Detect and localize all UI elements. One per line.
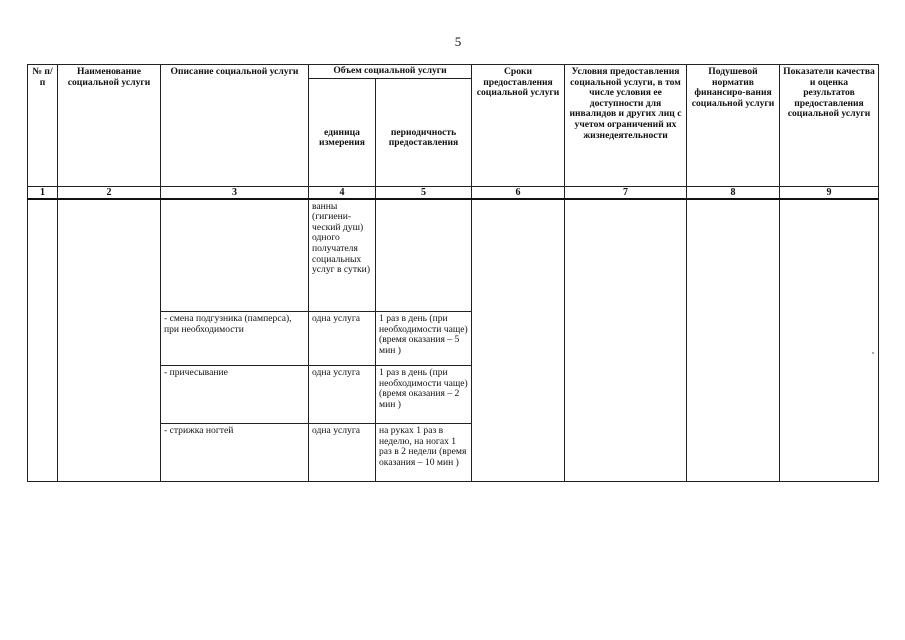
cell-indicators bbox=[780, 199, 879, 482]
header-conditions: Условия предоставления социальной услуги, в том числе условия ее доступности для инвалидов и других лиц с учетом ограничений их жизнедеятельности bbox=[565, 65, 687, 187]
column-number: 9 bbox=[780, 186, 879, 199]
cell-periodicity: на руках 1 раз в неделю, на ногах 1 раз в 2 недели (время оказания – 10 мин ) bbox=[376, 424, 472, 482]
cell-periodicity bbox=[376, 199, 472, 312]
column-number: 4 bbox=[309, 186, 376, 199]
page-number: 5 bbox=[454, 34, 462, 49]
scan-speck bbox=[872, 352, 874, 354]
column-number: 2 bbox=[58, 186, 161, 199]
header-periodicity: периодичность предоставления bbox=[376, 78, 472, 186]
cell-description bbox=[161, 199, 309, 312]
cell-periodicity: 1 раз в день (при необходимости чаще) (время оказания – 2 мин ) bbox=[376, 366, 472, 424]
cell-service-name bbox=[58, 199, 161, 482]
column-number: 3 bbox=[161, 186, 309, 199]
column-number-row bbox=[28, 186, 879, 199]
cell-norm bbox=[687, 199, 780, 482]
cell-unit: одна услуга bbox=[309, 366, 376, 424]
cell-periodicity: 1 раз в день (при необходимости чаще) (время оказания – 5 мин ) bbox=[376, 312, 472, 366]
cell-conditions bbox=[565, 199, 687, 482]
header-volume: Объем социальной услуги bbox=[309, 65, 472, 79]
header-num: № п/п bbox=[28, 65, 58, 187]
header-indicators: Показатели качества и оценка результатов предоставления социальной услуги bbox=[780, 65, 879, 187]
cell-unit: одна услуга bbox=[309, 424, 376, 482]
cell-description: - смена подгузника (памперса), при необходимости bbox=[161, 312, 309, 366]
cell-description: - причесывание bbox=[161, 366, 309, 424]
header-terms: Сроки предоставления социальной услуги bbox=[472, 65, 565, 187]
column-number: 1 bbox=[28, 186, 58, 199]
column-number: 7 bbox=[565, 186, 687, 199]
cell-terms bbox=[472, 199, 565, 482]
header-norm: Подушевой норматив финансиро-вания социальной услуги bbox=[687, 65, 780, 187]
column-number: 6 bbox=[472, 186, 565, 199]
column-number: 5 bbox=[376, 186, 472, 199]
table-row bbox=[28, 199, 879, 312]
column-number: 8 bbox=[687, 186, 780, 199]
cell-unit: одна услуга bbox=[309, 312, 376, 366]
cell-description: - стрижка ногтей bbox=[161, 424, 309, 482]
header-unit: единица измерения bbox=[309, 78, 376, 186]
services-table bbox=[27, 64, 879, 482]
cell-unit: ванны (гигиени-ческий душ) одного получателя социальных услуг в сутки) bbox=[309, 199, 376, 312]
header-description: Описание социальной услуги bbox=[161, 65, 309, 187]
cell-num bbox=[28, 199, 58, 482]
header-service-name: Наименование социальной услуги bbox=[58, 65, 161, 187]
